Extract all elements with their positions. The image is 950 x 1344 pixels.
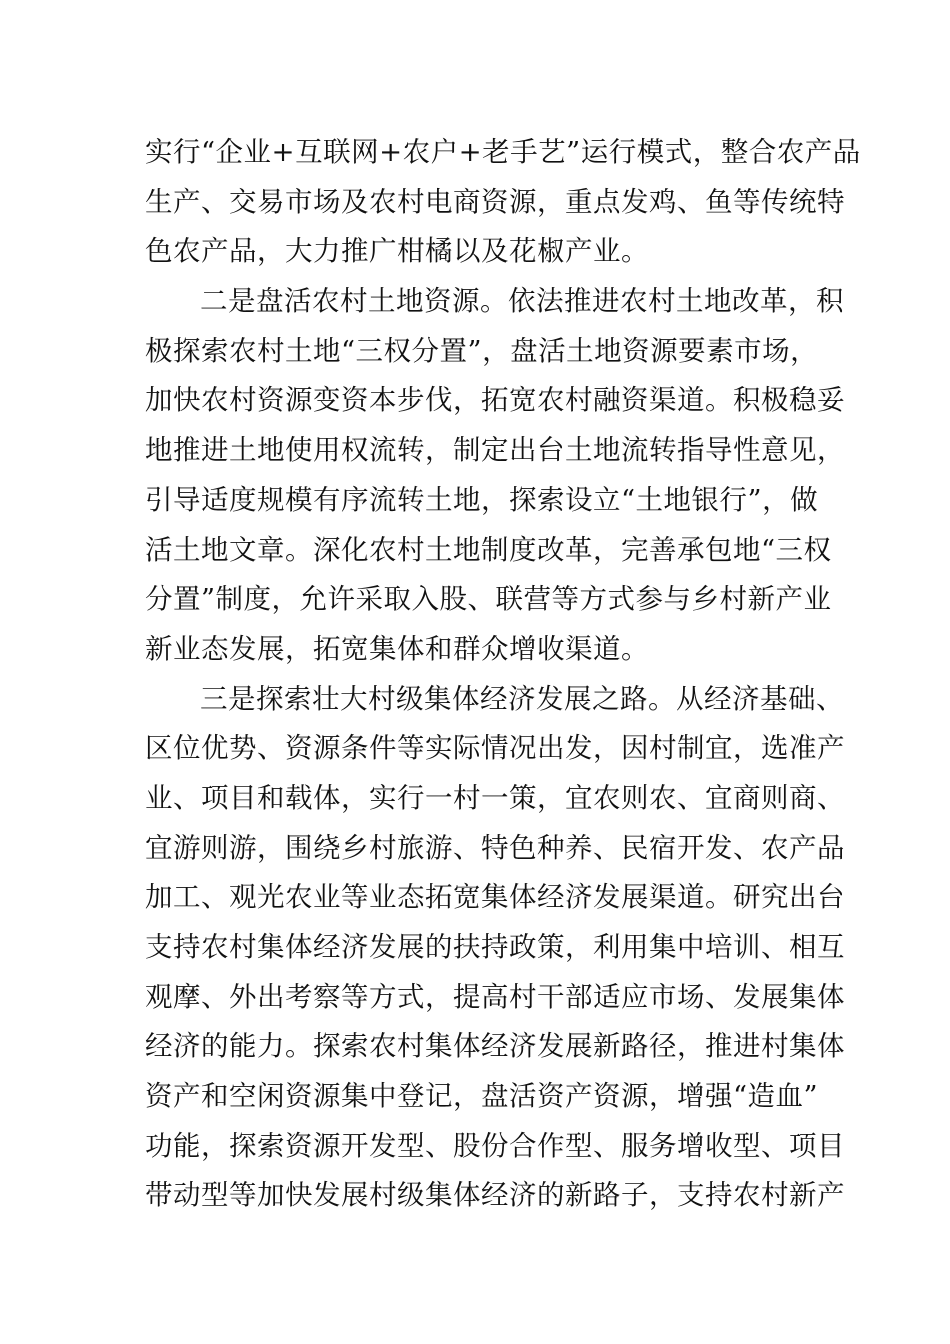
body-text bbox=[145, 128, 861, 1221]
text-line: 引导适度规模有序流转土地，探索设立“土地银行”，做 bbox=[145, 483, 819, 516]
text-line: 支持农村集体经济发展的扶持政策，利用集中培训、相互 bbox=[145, 931, 845, 963]
paragraph-2-first-line: 二是盘活农村土地资源。依法推进农村土地改革，积 bbox=[200, 285, 844, 318]
text-line: 加快农村资源变资本步伐，拓宽农村融资渠道。积极稳妥 bbox=[145, 384, 845, 417]
text-line: 区位优势、资源条件等实际情况出发，因村制宜，选准产 bbox=[145, 732, 845, 765]
text-line: 极探索农村土地“三权分置”，盘活土地资源要素市场， bbox=[145, 334, 819, 367]
text-line: 分置”制度，允许采取入股、联营等方式参与乡村新产业 bbox=[145, 583, 832, 616]
text-line: 生产、交易市场及农村电商资源，重点发鸡、鱼等传统特 bbox=[145, 185, 845, 218]
text-line: 功能，探索资源开发型、股份合作型、服务增收型、项目 bbox=[145, 1129, 845, 1162]
text-line: 色农产品，大力推广柑橘以及花椒产业。 bbox=[145, 235, 649, 268]
text-line: 经济的能力。探索农村集体经济发展新路径，推进村集体 bbox=[145, 1030, 845, 1063]
text-line: 地推进土地使用权流转，制定出台土地流转指导性意见， bbox=[145, 434, 845, 467]
paragraph-3-first-line: 三是探索壮大村级集体经济发展之路。从经济基础、 bbox=[200, 682, 844, 715]
text-line: 活土地文章。深化农村土地制度改革，完善承包地“三权 bbox=[145, 533, 832, 566]
text-line: 观摩、外出考察等方式，提高村干部适应市场、发展集体 bbox=[145, 980, 845, 1013]
text-line: 业、项目和载体，实行一村一策，宜农则农、宜商则商、 bbox=[145, 781, 845, 814]
text-line: 实行“企业+互联网+农户+老手艺”运行模式，整合农产品 bbox=[145, 136, 861, 168]
text-line: 宜游则游，围绕乡村旅游、特色种养、民宿开发、农产品 bbox=[145, 831, 845, 864]
text-line: 带动型等加快发展村级集体经济的新路子，支持农村新产 bbox=[145, 1179, 845, 1212]
text-line: 资产和空闲资源集中登记，盘活资产资源，增强“造血” bbox=[145, 1080, 819, 1113]
text-line: 加工、观光农业等业态拓宽集体经济发展渠道。研究出台 bbox=[145, 881, 845, 914]
text-line: 新业态发展，拓宽集体和群众增收渠道。 bbox=[145, 632, 649, 665]
